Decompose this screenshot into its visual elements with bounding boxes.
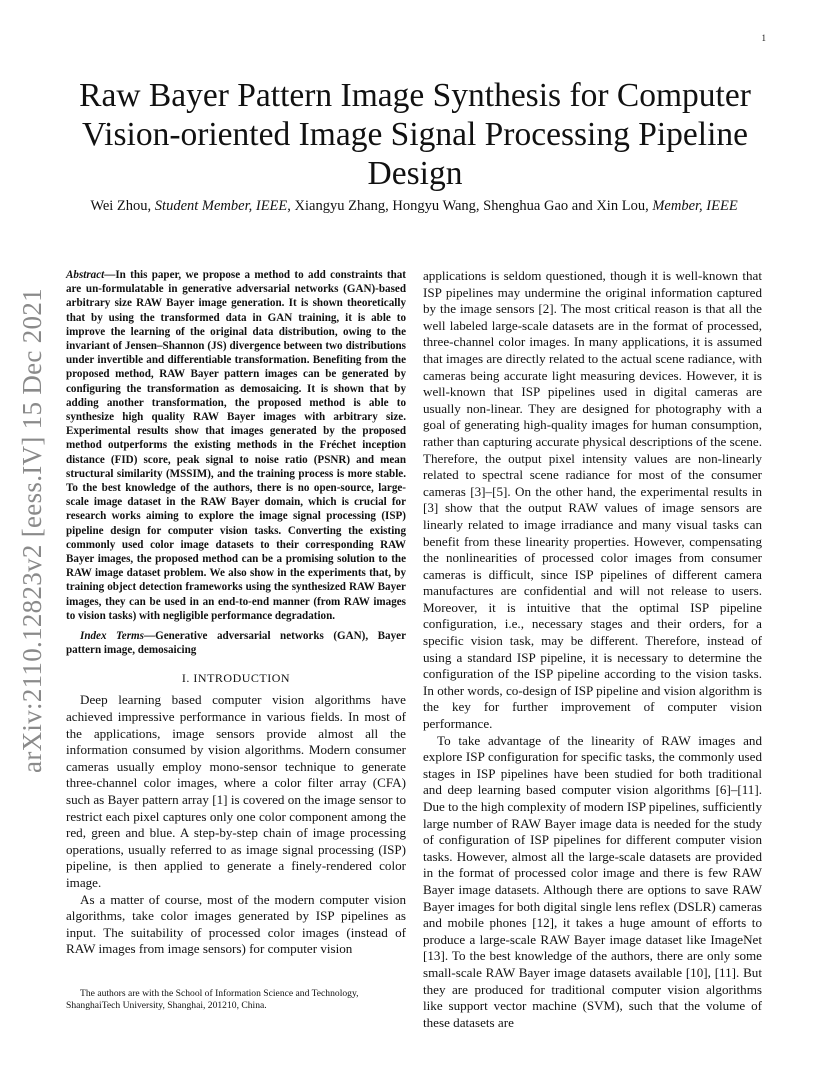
affiliation-footnote: The authors are with the School of Information Science and Technology, ShanghaiTech University, Shanghai, 201210, China. [66,988,359,1011]
paper-title: Raw Bayer Pattern Image Synthesis for Computer Vision-oriented Image Signal Processing Pipeline Design [79,77,751,192]
intro-paragraph-4: To take advantage of the linearity of RAW images and explore ISP configuration for specific tasks, the commonly used stages in ISP pipelines have been studied for both traditional and deep learning based computer vision algorithms [6]–[11]. Due to the high complexity of modern ISP pipelines, sufficiently large number of RAW Bayer image data is needed for the study of configuration of ISP pipelines for different computer vision tasks. However, almost all the large-scale datasets are provided in the format of processed color image and there is few RAW Bayer image datasets. Although there are options to save RAW Bayer images for both digital single lens reflex (DSLR) cameras and mobile phones [12], it takes a huge amount of efforts to produce a large-scale RAW Bayer image dataset like ImageNet [13]. To the best knowledge of the authors, there are only some small-scale RAW Bayer image datasets available [10], [11]. But they are produced for traditional computer vision algorithms like support vector machine (SVM), such that the volume of these datasets are [423,732,762,1030]
intro-paragraph-1: Deep learning based computer vision algorithms have achieved impressive performance in various fields. In most of the applications, image sensors provide almost all the information consumed by vision algorithms. Modern consumer cameras usually employ mono-sensor technique to generate three-channel color images, where a color filter array (CFA) such as Bayer pattern array [1] is covered on the image sensor to restrict each pixel captures only one color component among the red, green and blue. A step-by-step chain of image processing operations, usually referred to as image signal processing (ISP) pipeline, is then applied to generate a finely-rendered color image. [66,692,406,891]
abstract-text: —In this paper, we propose a method to add constraints that are un-formulatable in generative adversarial networks (GAN)-based arbitrary size RAW Bayer image generation. It is shown theoretically that by using the transformed data in GAN training, it is able to improve the learning of the original data distribution, owing to the invariant of Jensen–Shannon (JS) divergence between two distributions under invertible and differentiable transformation. Benefiting from the proposed method, RAW Bayer pattern images can be generated by configuring the transformation as demosaicing. It is shown that by adding another transformation, the proposed method is able to synthesize high quality RAW Bayer images with arbitrary size. Experimental results show that images generated by the proposed method outperforms the existing methods in the Fréchet inception distance (FID) score, peak signal to noise ratio (PSNR) and mean structural similarity (MSSIM), and the training process is more stable. To the best knowledge of the authors, there is no open-source, large-scale image dataset in the RAW Bayer domain, which is crucial for research works aiming to explore the image signal processing (ISP) pipeline design for computer vision tasks. Converting the existing commonly used color image datasets to their corresponding RAW Bayer images, the proposed method can be a promising solution to the RAW image dataset problem. We also show in the experiments that, by training object detection frameworks using the synthesized RAW Bayer images, they can be used in an end-to-end manner (from RAW images to vision tasks) with negligible performance degradation. [66,269,406,622]
left-column [66,268,406,958]
intro-paragraph-2: As a matter of course, most of the modern computer vision algorithms, take color images generated by ISP pipelines as input. The suitability of processed color images (instead of RAW images from image sensors) for computer vision [66,891,406,957]
author-list: Wei Zhou, Student Member, IEEE, Xiangyu Zhang, Hongyu Wang, Shenghua Gao and Xin Lou, Member, IEEE [90,198,738,214]
index-terms-text: —Generative adversarial networks (GAN), Bayer pattern image, demosaicing [66,630,406,657]
abstract [66,268,406,623]
index-terms [66,629,406,657]
section-heading: I. INTRODUCTION [181,671,291,686]
intro-paragraph-3: applications is seldom questioned, though it is well-known that ISP pipelines may undermine the original information captured by the image sensors [2]. The most critical reason is that all the well labeled large-scale datasets are in the format of processed, three-channel color images. In many applications, it is assumed that images are directly related to the actual scene radiance, with cameras being accurate light measuring devices. However, it is well-known that ISP pipelines used in digital cameras are usually non-linear. They are designed for photography with a goal of generating high-quality images for human consumption, rather than capturing accurate physical descriptions of the scene. Therefore, the output pixel intensity values are non-linearly related to spectral scene radiance for most of the consumer cameras [3]–[5]. On the other hand, the experimental results in [3] show that the output RAW values of image sensors are linearly related to image irradiance and many visual tasks can benefit from these linearity properties. However, compensating the nonlinearities of processed color images from consumer cameras is difficult, since ISP pipelines of different camera manufactures are confidential and will not release to users. Moreover, it is intuitive that the optimal ISP pipeline configuration, i.e., necessary stages and their orders, for a specific vision task, may be different. Therefore, instead of using a standard ISP pipeline, it is necessary to determine the configuration of the ISP pipeline according to the vision tasks. In other words, co-design of ISP pipeline and vision algorithm is the key for further improvement of computer vision performance. [423,268,762,732]
arxiv-stamp-text: arXiv:2110.12823v2 [eess.IV] 15 Dec 2021 [16,287,47,773]
right-column [423,268,762,1031]
arxiv-stamp [17,285,47,775]
page-number: 1 [761,33,766,43]
abstract-lead: Abstract [66,269,105,281]
index-terms-lead: Index Terms [80,630,144,643]
